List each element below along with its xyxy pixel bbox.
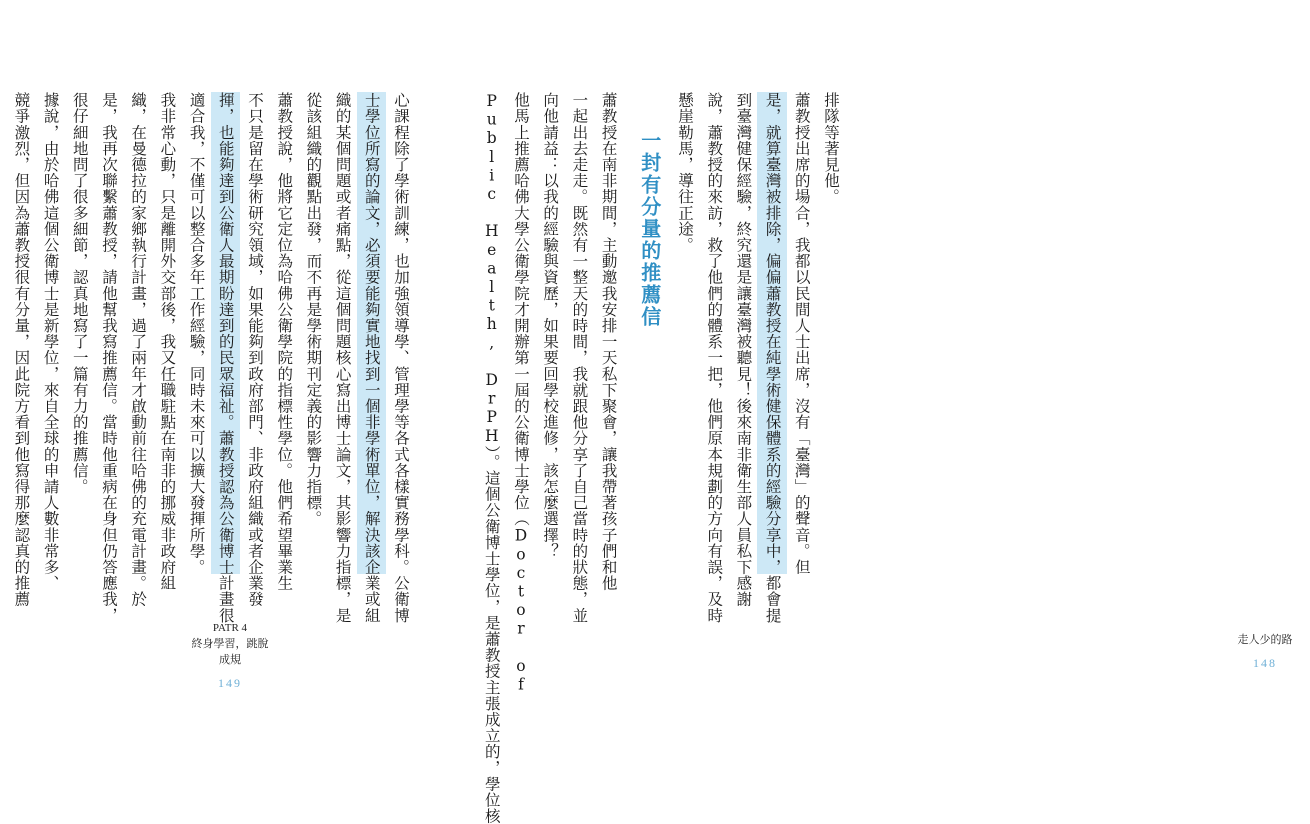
body-line: 我非常心動，只是離開外交部後，我又任職駐點在南非的挪威非政府組 — [158, 92, 177, 592]
body-line: 是，我再次聯繫蕭教授，請他幫我寫推薦信。當時他重病在身但仍答應我， — [99, 92, 118, 624]
body-line: 很仔細地問了很多細節，認真地寫了一篇有力的推薦信。 — [70, 92, 89, 495]
left-page — [0, 0, 500, 703]
page-number: 148 — [1253, 656, 1277, 670]
body-line: 懸崖勒馬，導往正途。 — [675, 92, 694, 253]
running-head-part: PATR 4 — [212, 622, 248, 634]
left-page-footer — [190, 620, 270, 691]
body-line: Public Health, DrPH）。這個公衛博士學位，是蕭教授主張成立的，學位核 — [482, 92, 501, 824]
running-head-title: 走人少的路 — [1237, 634, 1293, 646]
body-line: 蕭教授說，他將它定位為哈佛公衛學院的指標性學位。他們希望畢業生 — [275, 92, 294, 592]
body-line: 向他請益：以我的經驗與資歷，如果要回學校進修，該怎麼選擇？ — [541, 92, 560, 559]
body-line-highlighted: 是，就算臺灣被排除，偏偏蕭教授在純學術健保體系的經驗分享中，都會提 — [757, 92, 786, 574]
body-line: 據說，由於哈佛這個公衛博士是新學位，來自全球的申請人數非常多、 — [41, 92, 60, 592]
body-line: 說，蕭教授的來訪，救了他們的體系一把，他們原本規劃的方向有誤，及時 — [705, 92, 724, 624]
body-line: 競爭激烈，但因為蕭教授很有分量，因此院方看到他寫得那麼認真的推薦 — [12, 92, 31, 608]
body-line: 織的某個問題或者痛點，從這個問題核心寫出博士論文，其影響力指標，是 — [333, 92, 352, 624]
body-line: 蕭教授在南非期間，主動邀我安排一天私下聚會，讓我帶著孩子們和他 — [599, 92, 618, 592]
body-line: 不只是留在學術研究領域，如果能夠到政府部門、非政府組織或者企業發 — [245, 92, 264, 608]
body-line: 蕭教授出席的場合，我都以民間人士出席，沒有「臺灣」的聲音。但 — [792, 92, 811, 575]
page-number: 149 — [218, 676, 242, 690]
left-page-body — [12, 92, 415, 624]
body-line-highlighted: 士學位所寫的論文，必須要能夠實地找到一個非學術單位，解決該企業或組 — [357, 92, 386, 574]
body-line: 心課程除了學術訓練，也加強領導學、管理學等各式各樣實務學科。公衛博 — [392, 92, 410, 624]
body-line: 織，在曼德拉的家鄉執行計畫，過了兩年才啟動前往哈佛的充電計畫。於 — [129, 92, 148, 608]
right-page-footer — [1220, 632, 1310, 671]
body-line: 排隊等著見他。 — [822, 92, 840, 205]
body-line: 他馬上推薦哈佛大學公衛學院才開辦第一屆的公衛博士學位（Doctor of — [511, 92, 530, 695]
body-line: 一起出去走走。既然有一整天的時間，我就跟他分享了自己當時的狀態，並 — [570, 92, 589, 624]
body-line: 到臺灣健保經驗，終究還是讓臺灣被聽見！後來南非衛生部人員私下感謝 — [734, 92, 753, 608]
section-heading: 一封有分量的推薦信 — [637, 130, 662, 328]
body-line: 適合我，不僅可以整合多年工作經驗，同時未來可以擴大發揮所學。 — [187, 92, 206, 575]
body-line: 從該組織的觀點出發，而不再是學術期刊定義的影響力指標。 — [304, 92, 323, 527]
body-line-highlighted: 揮，也能夠達到公衛人最期盼達到的民眾福祉。蕭教授認為公衛博士計畫很 — [211, 92, 240, 574]
running-head-title: 終身學習，跳脫成規 — [191, 638, 269, 666]
right-page-body — [482, 92, 845, 824]
